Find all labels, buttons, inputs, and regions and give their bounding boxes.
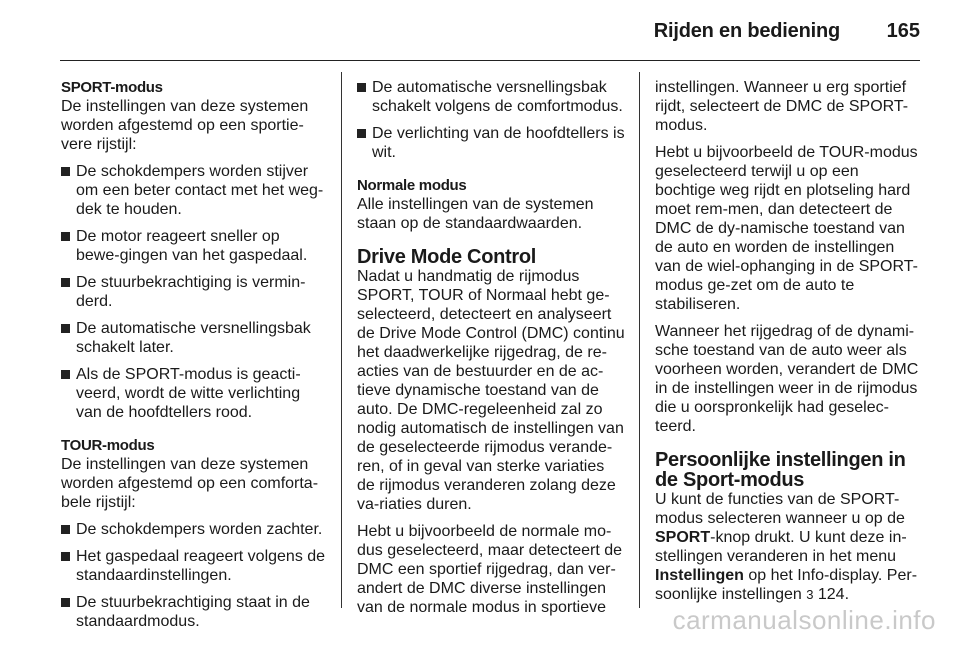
dmc-paragraph-4: Hebt u bijvoorbeeld de TOUR-modus geselecteerd terwijl u op een bochtige weg rijdt en plotseling hard moet rem-men, dan detecteert de DMC de dy-namische toestand van de auto en worden de instellingen van de wiel-ophanging in de SPORT-modus ge-zet om de auto te stabiliseren.	[655, 144, 918, 313]
sport-mode-list	[61, 162, 326, 422]
list-item: Het gaspedaal reageert volgens de standaardinstellingen.	[61, 547, 326, 585]
dmc-paragraph-2: Hebt u bijvoorbeeld de normale mo-dus geselecteerd, maar detecteert de DMC een sportief rijgedrag, dan ver-andert de DMC diverse instellingen van de normale modus in sportieve	[357, 523, 623, 616]
list-item: De automatische versnellingsbak schakelt later.	[61, 319, 326, 357]
column-divider-1	[341, 72, 342, 608]
bullet-icon	[61, 278, 70, 287]
cross-reference-icon: 3	[806, 587, 814, 602]
dmc-paragraph-3: instellingen. Wanneer u erg sportief rijdt, selecteert de DMC de SPORT-modus.	[655, 79, 909, 134]
tour-mode-intro: De instellingen van deze systemen worden afgestemd op een comforta-bele rijstijl:	[61, 456, 319, 511]
list-item: De schokdempers worden stijver om een beter contact met het weg-dek te houden.	[61, 162, 326, 219]
bullet-icon	[357, 129, 366, 138]
column-3	[655, 78, 921, 612]
list-item: De stuurbekrachtiging is vermin-derd.	[61, 273, 326, 311]
dmc-paragraph-5: Wanneer het rijgedrag of de dynami-sche toestand van de auto weer als voorheen worden, verandert de DMC in de instellingen weer in de rijmodus die u oorspronkelijk had geselec-teerd.	[655, 323, 919, 435]
bullet-icon	[61, 324, 70, 333]
page-number: 165	[886, 20, 920, 42]
list-item: De schokdempers worden zachter.	[61, 520, 326, 539]
list-item: De motor reageert sneller op bewe-gingen van het gaspedaal.	[61, 227, 326, 265]
sport-button-label: SPORT	[655, 529, 711, 546]
bullet-icon	[61, 232, 70, 241]
list-item: De automatische versnellingsbak schakelt volgens de comfortmodus.	[357, 78, 625, 116]
page-header	[0, 0, 960, 60]
tour-mode-list-continued	[357, 78, 625, 162]
page-reference[interactable]: 124.	[813, 586, 850, 603]
list-item: Als de SPORT-modus is geacti-veerd, wordt de witte verlichting van de hoofdtellers rood.	[61, 365, 326, 422]
personal-settings-text: U kunt de functies van de SPORT-modus selecteren wanneer u op de SPORT-knop drukt. U kunt deze in-stellingen veranderen in het menu Instellingen op het Info-display. Per-soonlijke instellingen 3 124.	[655, 491, 918, 603]
column-2	[357, 78, 625, 625]
column-1	[61, 78, 326, 645]
bullet-icon	[61, 370, 70, 379]
tour-mode-heading: TOUR-modus	[61, 437, 155, 454]
column-divider-2	[639, 72, 640, 608]
personal-settings-heading: Persoonlijke instellingen in de Sport-modus	[655, 449, 906, 491]
bullet-icon	[61, 598, 70, 607]
sport-mode-intro: De instellingen van deze systemen worden afgestemd op een sportie-vere rijstijl:	[61, 98, 309, 153]
settings-menu-label: Instellingen	[655, 567, 744, 584]
watermark: carmanualsonline.info	[672, 605, 936, 635]
chapter-title: Rijden en bediening	[653, 20, 840, 42]
bullet-icon	[61, 552, 70, 561]
normal-mode-text: Alle instellingen van de systemen staan op de standaardwaarden.	[357, 196, 594, 232]
bullet-icon	[61, 167, 70, 176]
normal-mode-heading: Normale modus	[357, 177, 467, 194]
tour-mode-list	[61, 520, 326, 631]
dmc-paragraph-1: Nadat u handmatig de rijmodus SPORT, TOUR of Normaal hebt ge-selecteerd, detecteert en analyseert de Drive Mode Control (DMC) continu het daadwerkelijke rijgedrag, de re-acties van de bestuurder en de ac-tieve dynamische toestand van de auto. De DMC-regeleenheid zal zo nodig automatisch de instellingen van de geselecteerde rijmodus verande-ren, of in geval van sterke variaties de rijmodus veranderen zolang deze va-riaties duren.	[357, 268, 625, 513]
list-item: De stuurbekrachtiging staat in de standaardmodus.	[61, 593, 326, 631]
dmc-heading: Drive Mode Control	[357, 246, 537, 268]
header-divider	[60, 60, 920, 61]
sport-mode-heading: SPORT-modus	[61, 79, 163, 96]
list-item: De verlichting van de hoofdtellers is wit.	[357, 124, 625, 162]
bullet-icon	[61, 525, 70, 534]
bullet-icon	[357, 83, 366, 92]
